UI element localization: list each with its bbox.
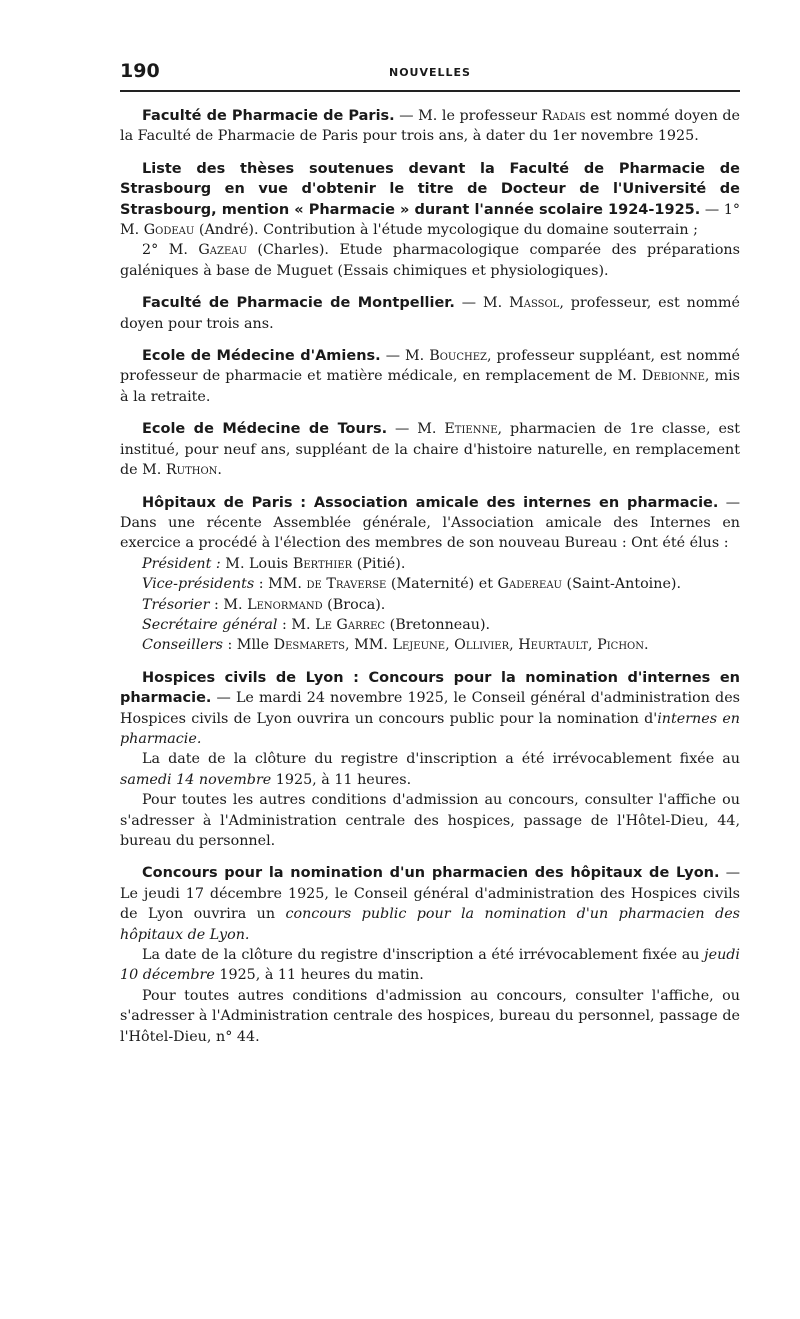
paragraph: Ecole de Médecine d'Amiens. — M. Bouchez, professeur suppléant, est nommé professeur de pharmacie et matière médicale, en remplacement de M. Debionne, mis à la retraite. — [120, 348, 740, 405]
page-header — [120, 58, 740, 86]
document-page — [120, 58, 740, 1059]
role-label: Secrétaire général — [142, 616, 278, 633]
role-label: Conseillers — [142, 637, 223, 654]
role-label: Président : — [142, 555, 221, 572]
section-heading: Concours pour la nomination d'un pharmacien des hôpitaux de Lyon. — [142, 865, 720, 882]
person-name: Le Garrec — [315, 616, 386, 633]
paragraph: Liste des thèses soutenues devant la Faculté de Pharmacie de Strasbourg en vue d'obtenir le titre de Docteur de l'Université de Strasbourg, mention « Pharmacie » durant l'année scolaire 1924-1925. — 1° M. Godeau (André). Contribution à l'étude mycologique du domaine souterrain ; — [120, 160, 740, 239]
person-name: Berthier — [292, 555, 353, 572]
person-name: Godeau — [143, 222, 195, 239]
section-hospices-lyon-internes — [120, 668, 740, 852]
bureau-member: Conseillers : Mlle Desmarets, MM. Lejeune, Ollivier, Heurtault, Pichon. — [142, 637, 649, 654]
bureau-member: Vice-présidents : MM. de Traverse (Maternité) et Gadereau (Saint-Antoine). — [142, 576, 682, 593]
bureau-member: Trésorier : M. Lenormand (Broca). — [142, 596, 386, 613]
person-name: Lenormand — [247, 596, 323, 613]
paragraph: 2° M. Gazeau (Charles). Etude pharmacologique comparée des préparations galéniques à base de Muguet (Essais chimiques et physiologiques). — [120, 242, 740, 279]
paragraph: La date de la clôture du registre d'inscription a été irrévocablement fixée au jeudi 10 décembre 1925, à 11 heures du matin. — [120, 947, 740, 984]
bureau-member: Secrétaire général : M. Le Garrec (Bretonneau). — [142, 616, 491, 633]
person-name: de Traverse — [306, 576, 387, 593]
paragraph: Pour toutes autres conditions d'admission au concours, consulter l'affiche, ou s'adresser à l'Administration centrale des hospices, bureau du personnel, passage de l'Hôtel-Dieu, n° 44. — [120, 987, 740, 1045]
running-head: NOUVELLES — [389, 66, 471, 79]
section-heading: Hôpitaux de Paris : Association amicale des internes en pharmacie. — [142, 494, 719, 511]
person-name: Desmarets, MM. Lejeune, Ollivier, Heurtault, Pichon. — [273, 637, 649, 654]
section-hopitaux-paris — [120, 493, 740, 656]
page-number: 190 — [120, 60, 160, 82]
person-name: Radais — [541, 108, 586, 124]
paragraph: Concours pour la nomination d'un pharmacien des hôpitaux de Lyon. — Le jeudi 17 décembre 1925, le Conseil général d'administration des Hospices civils de Lyon ouvrira un concours public pour la nomination d'un pharmacien des hôpitaux de Lyon. — [120, 865, 740, 943]
section-heading: Hospices civils de Lyon : Concours pour la nomination d'internes en pharmacie. — [120, 669, 740, 707]
person-name: Massol — [509, 295, 560, 312]
section-theses-strasbourg — [120, 159, 740, 281]
paragraph: Hôpitaux de Paris : Association amicale des internes en pharmacie. — Dans une récente Assemblée générale, l'Association amicale des Internes en exercice a procédé à l'élection des membres de son nouveau Bureau : Ont été élus : — [120, 494, 740, 552]
section-heading: Ecole de Médecine d'Amiens. — [142, 348, 381, 365]
section-heading: Ecole de Médecine de Tours. — [142, 421, 388, 438]
person-name: Etienne — [444, 421, 498, 438]
section-heading: Liste des thèses soutenues devant la Faculté de Pharmacie de Strasbourg en vue d'obtenir le titre de Docteur de l'Université de Strasbourg, mention « Pharmacie » durant l'année scolaire 1924-1925. — [120, 160, 740, 218]
person-name: Ruthon — [165, 462, 218, 479]
person-name: Debionne — [641, 368, 705, 385]
section-heading: Faculté de Pharmacie de Montpellier. — [142, 295, 455, 312]
paragraph: Pour toutes les autres conditions d'admission au concours, consulter l'affiche ou s'adresser à l'Administration centrale des hospices, passage de l'Hôtel-Dieu, 44, bureau du personnel. — [120, 792, 740, 849]
paragraph: Faculté de Pharmacie de Montpellier. — M. Massol, professeur, est nommé doyen pour trois ans. — [120, 295, 740, 332]
role-label: Trésorier — [142, 596, 210, 613]
paragraph: Hospices civils de Lyon : Concours pour la nomination d'internes en pharmacie. — Le mardi 24 novembre 1925, le Conseil général d'administration des Hospices civils de Lyon ouvrira un concours public pour la nomination d'internes en pharmacie. — [120, 669, 740, 747]
person-name: Gadereau — [497, 576, 562, 593]
section-faculte-paris — [120, 106, 740, 147]
paragraph: La date de la clôture du registre d'inscription a été irrévocablement fixée au samedi 14 novembre 1925, à 11 heures. — [120, 751, 740, 788]
header-rule — [120, 90, 740, 92]
role-label: Vice-présidents — [142, 576, 255, 593]
bureau-member: Président : M. Louis Berthier (Pitié). — [142, 555, 406, 572]
section-faculte-montpellier — [120, 293, 740, 334]
person-name: Gazeau — [198, 242, 247, 259]
section-ecole-amiens — [120, 346, 740, 407]
person-name: Bouchez — [429, 348, 487, 365]
section-concours-pharmacien-lyon — [120, 863, 740, 1047]
section-heading: Faculté de Pharmacie de Paris. — [142, 108, 395, 124]
paragraph: Faculté de Pharmacie de Paris. — M. le professeur Radais est nommé doyen de la Faculté de Pharmacie de Paris pour trois ans, à dater du 1er novembre 1925. — [120, 108, 741, 145]
section-ecole-tours — [120, 419, 740, 480]
paragraph: Ecole de Médecine de Tours. — M. Etienne, pharmacien de 1re classe, est institué, pour neuf ans, suppléant de la chaire d'histoire naturelle, en remplacement de M. Ruthon. — [120, 421, 740, 479]
